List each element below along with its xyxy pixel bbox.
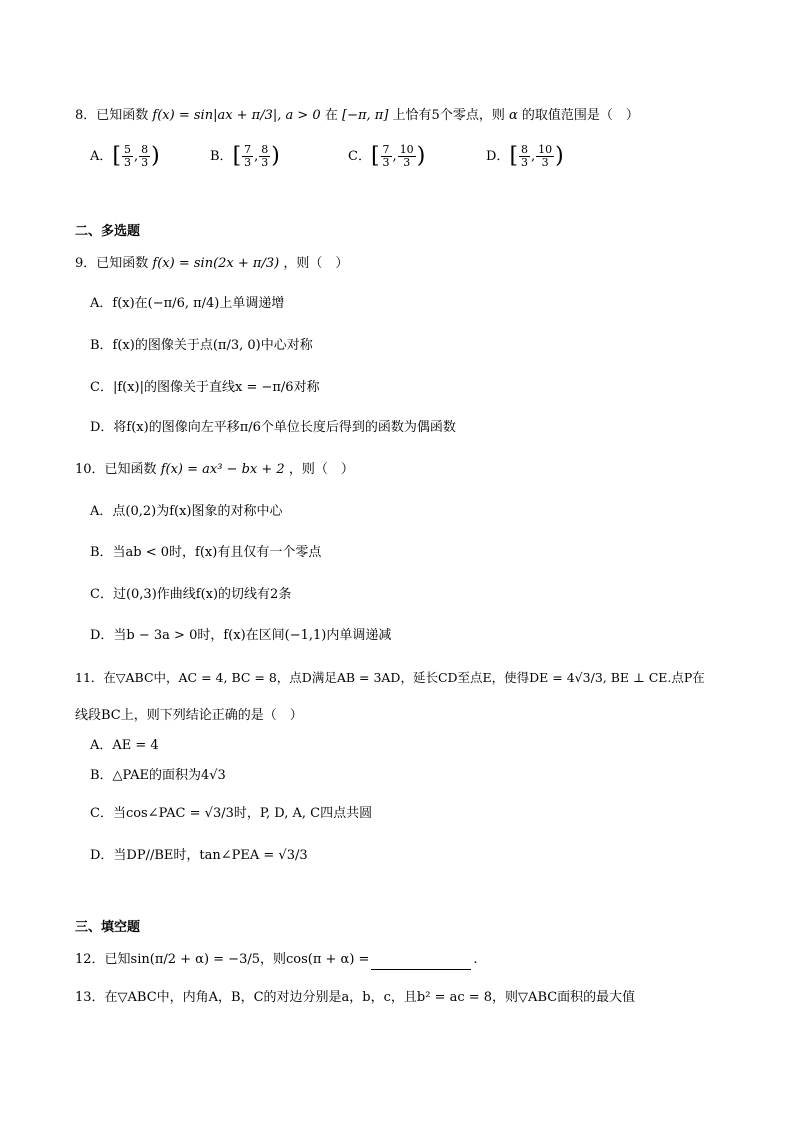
q10-function: f(x) = ax³ − bx + 2 bbox=[160, 462, 285, 477]
q8-option-d-frac2 bbox=[536, 144, 554, 169]
question-13: 13．在▽ABC中，内角A，B，C的对边分别是a，b，c，且b² = ac = 8，则▽ABC面积的最大值 bbox=[75, 990, 636, 1005]
q8-option-d-d2: 3 bbox=[541, 156, 549, 169]
q8-option-c-left: [ bbox=[370, 143, 380, 169]
q8-option-d-label: D． bbox=[486, 149, 510, 164]
q8-option-a-frac1 bbox=[122, 144, 133, 169]
q9-option-b: B．f(x)的图像关于点(π/3, 0)中心对称 bbox=[90, 338, 313, 353]
q11-option-a: A．AE = 4 bbox=[90, 738, 159, 753]
q8-option-a-d2: 3 bbox=[141, 156, 149, 169]
q8-function: f(x) = sin|ax + π/3|, a > 0 bbox=[152, 108, 321, 123]
q8-option-b-n1: 7 bbox=[244, 143, 252, 156]
q9-stem-text: 9．已知函数 bbox=[75, 256, 149, 271]
q9-option-c: C．|f(x)|的图像关于直线x = −π/6对称 bbox=[90, 380, 320, 395]
q8-option-c: C．[ $\frac{7}{3}$ , $\frac{10}{3}$ ) bbox=[348, 143, 426, 169]
question-9-stem bbox=[75, 254, 348, 274]
q8-interval: [−π, π] bbox=[342, 108, 389, 123]
q8-option-a-right: ) bbox=[151, 143, 160, 169]
q8-option-b-d2: 3 bbox=[261, 156, 269, 169]
q8-option-c-label: C． bbox=[348, 149, 371, 164]
q10-stem-text: 10．已知函数 bbox=[75, 462, 157, 477]
q9-option-d: D．将f(x)的图像向左平移π/6个单位长度后得到的函数为偶函数 bbox=[90, 420, 456, 435]
question-10-stem bbox=[75, 460, 354, 480]
q8-tail2: 的取值范围是（ ） bbox=[521, 108, 639, 123]
q10-option-d: D．当b − 3a > 0时，f(x)在区间(−1,1)内单调递减 bbox=[90, 628, 392, 643]
q8-option-d-frac1 bbox=[519, 144, 530, 169]
q8-option-a-frac2 bbox=[139, 144, 150, 169]
q12-answer-blank[interactable] bbox=[371, 955, 471, 970]
q8-option-c-n1: 7 bbox=[382, 143, 390, 156]
q8-option-c-d2: 3 bbox=[403, 156, 411, 169]
q8-option-b-frac2 bbox=[259, 144, 270, 169]
q9-tail: ，则（ ） bbox=[283, 256, 349, 271]
q8-option-d-left: [ bbox=[509, 143, 519, 169]
q8-option-a: A．[ $\frac{5}{3}$ , $\frac{8}{3}$ ) bbox=[90, 143, 160, 169]
q8-option-c-frac1 bbox=[381, 144, 392, 169]
q9-option-a: A．f(x)在(−π/6, π/4)上单调递增 bbox=[90, 296, 285, 311]
q8-option-c-d1: 3 bbox=[382, 156, 390, 169]
q8-stem-text: 8．已知函数 bbox=[75, 108, 149, 123]
q8-option-b: B．[ $\frac{7}{3}$ , $\frac{8}{3}$ ) bbox=[210, 143, 280, 169]
q8-option-c-frac2 bbox=[398, 144, 416, 169]
q8-option-d: D．[ $\frac{8}{3}$ , $\frac{10}{3}$ ) bbox=[486, 143, 564, 169]
q12-stem: 12．已知sin(π/2 + α) = −3/5，则cos(π + α) = bbox=[75, 952, 370, 967]
q10-option-c: C．过(0,3)作曲线f(x)的切线有2条 bbox=[90, 587, 292, 602]
q11-option-c: C．当cos∠PAC = √3/3时，P, D, A, C四点共圆 bbox=[90, 806, 373, 821]
q8-option-b-d1: 3 bbox=[244, 156, 252, 169]
question-11-line-2: 线段BC上，则下列结论正确的是（ ） bbox=[75, 708, 303, 723]
question-12 bbox=[75, 950, 478, 970]
q8-option-d-n1: 8 bbox=[521, 143, 529, 156]
q10-option-a: A．点(0,2)为f(x)图象的对称中心 bbox=[90, 504, 283, 519]
q8-option-b-right: ) bbox=[271, 143, 280, 169]
q8-option-a-n1: 5 bbox=[123, 143, 131, 156]
q11-option-d: D．当DP//BE时，tan∠PEA = √3/3 bbox=[90, 848, 308, 863]
q10-option-b: B．当ab < 0时，f(x)有且仅有一个零点 bbox=[90, 545, 322, 560]
q8-option-a-d1: 3 bbox=[123, 156, 131, 169]
q8-option-a-label: A． bbox=[90, 149, 113, 164]
q8-mid: 在 bbox=[324, 108, 338, 123]
q8-option-b-n2: 8 bbox=[261, 143, 269, 156]
q8-tail: 上恰有5个零点，则 bbox=[392, 108, 505, 123]
question-8-stem bbox=[75, 106, 639, 126]
section-heading-multiple-choice: 二、多选题 bbox=[75, 224, 141, 239]
q11-option-b: B．△PAE的面积为4√3 bbox=[90, 768, 226, 783]
q8-option-a-left: [ bbox=[112, 143, 121, 169]
q8-option-b-frac1 bbox=[242, 144, 253, 169]
q8-option-c-n2: 10 bbox=[399, 143, 414, 156]
q8-option-b-label: B． bbox=[210, 149, 233, 164]
q8-option-d-d1: 3 bbox=[521, 156, 529, 169]
section-heading-fill-in: 三、填空题 bbox=[75, 920, 141, 935]
q8-option-d-n2: 10 bbox=[538, 143, 553, 156]
q8-option-d-right: ) bbox=[555, 143, 564, 169]
question-11-line-1: 11．在▽ABC中，AC = 4, BC = 8，点D满足AB = 3AD，延长CD至点E，使得DE = 4√3/3, BE ⊥ CE.点P在 bbox=[75, 670, 705, 685]
q9-function: f(x) = sin(2x + π/3) bbox=[152, 256, 280, 271]
q12-end: . bbox=[473, 952, 478, 967]
q8-option-c-right: ) bbox=[416, 143, 426, 169]
q10-tail: ，则（ ） bbox=[288, 462, 354, 477]
q8-option-a-n2: 8 bbox=[141, 143, 149, 156]
q8-variable: α bbox=[508, 108, 518, 123]
q8-option-b-left: [ bbox=[232, 143, 242, 169]
